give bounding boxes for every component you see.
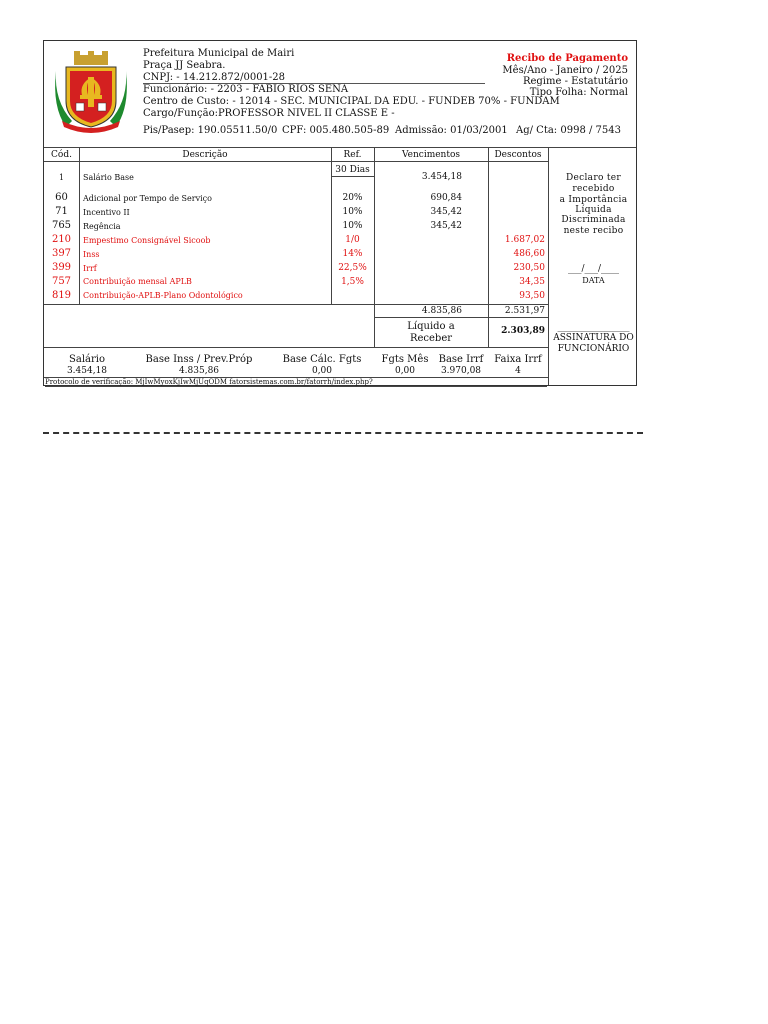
employee-role: Cargo/Função:PROFESSOR NIVEL II CLASSE E - [143,108,395,119]
base-fgts-label: Base Cálc. Fgts [282,354,362,365]
period: Mês/Ano - Janeiro / 2025 [502,65,628,76]
row-deductions: 34,35 [519,277,545,287]
declare-line-6: neste recibo [563,226,624,236]
base-inss-label: Base Inss / Prev.Próp [145,354,253,365]
fgts-month-value: 0,00 [394,366,416,376]
verification-protocol: Protocolo de verificação: MjIwMyoxKjIwMjUqODM fatorsistemas.com.br/fatorrh/index.php? [45,377,547,387]
cost-center: Centro de Custo: - 12014 - SEC. MUNICIPAL DA EDU. - FUNDEB 70% - FUNDAM [143,96,560,107]
payment-receipt [43,40,637,386]
declare-line-3: a Importância [559,195,628,205]
row-ref: 22,5% [338,263,367,273]
row-code: 397 [51,248,72,259]
row-ref: 30 Dias [335,165,370,175]
header-description: Descrição [182,150,228,160]
net-value: 2.303,89 [501,326,545,336]
row-code: 399 [51,262,72,273]
date-label: DATA [582,276,605,285]
row-deductions: 486,60 [513,249,545,259]
base-irrf-label: Base Irrf [438,354,484,365]
pis-pasep: Pis/Pasep: 190.05511.50/0 [143,125,278,136]
sheet-type: Tipo Folha: Normal [529,87,628,98]
declare-line-4: Líquida [575,205,612,215]
row-ref: 20% [342,193,363,203]
row-ref: 10% [342,221,363,231]
base-fgts-value: 0,00 [311,366,333,376]
row-description: Contribuição-APLB-Plano Odontológico [83,291,243,300]
signature-line: ________________ [557,322,630,332]
receipt-title: Recibo de Pagamento [506,53,628,64]
salary-label: Salário [69,354,105,365]
row-ref: 14% [342,249,363,259]
row-deductions: 1.687,02 [504,235,545,245]
org-address: Praça JJ Seabra. [143,60,226,71]
row-code: 210 [51,234,72,245]
row-deductions: 230,50 [513,263,545,273]
row-ref: 1/0 [345,235,360,245]
faixa-irrf-label: Faixa Irrf [494,354,542,365]
row-ref: 10% [342,207,363,217]
row-code: 1 [58,173,65,182]
row-earnings: 345,42 [430,207,462,217]
fgts-month-label: Fgts Mês [381,354,429,365]
header-deductions: Descontos [494,150,542,160]
salary-value: 3.454,18 [66,366,108,376]
row-code: 819 [51,290,72,301]
bank-account: Ag/ Cta: 0998 / 7543 [516,125,621,136]
declare-line-2: recebido [572,184,615,194]
base-irrf-value: 3.970,08 [440,366,482,376]
row-description: Adicional por Tempo de Serviço [83,194,212,203]
cut-line [43,432,643,434]
header-code: Cód. [51,150,72,160]
row-description: Empestimo Consignável Sicoob [83,236,211,245]
row-earnings: 345,42 [430,221,462,231]
coat-of-arms-logo [52,51,130,133]
declare-line-1: Declaro ter [566,173,621,183]
row-code: 757 [51,276,72,287]
row-description: Salário Base [83,173,134,182]
row-earnings: 3.454,18 [421,172,462,182]
row-description: Incentivo II [83,208,130,217]
cpf: CPF: 005.480.505-89 [282,125,390,136]
admission-date: Admissão: 01/03/2001 [395,125,508,136]
row-code: 765 [51,220,72,231]
net-label-1: Líquido a [407,321,455,332]
row-earnings: 690,84 [430,193,462,203]
signature-label-2: FUNCIONÁRIO [557,344,630,354]
signature-label-1: ASSINATURA DO [553,333,634,343]
row-ref: 1,5% [341,277,364,287]
row-code: 71 [55,206,68,217]
net-label-2: Receber [409,333,453,344]
row-description: Regência [83,222,121,231]
regime: Regime - Estatutário [522,76,628,87]
total-earnings: 4.835,86 [421,306,462,316]
total-deductions: 2.531,97 [504,306,545,316]
employee-info: Funcionário: - 2203 - FABIO RIOS SENA [143,84,349,95]
row-code: 60 [55,192,68,203]
row-description: Inss [83,250,100,259]
date-line: ___/___/____ [567,264,620,274]
org-cnpj: CNPJ: - 14.212.872/0001-28 [143,72,485,84]
row-description: Contribuição mensal APLB [83,277,192,286]
header-earnings: Vencimentos [401,150,461,160]
declare-line-5: Discriminada [561,215,626,225]
header-ref: Ref. [343,150,362,160]
base-inss-value: 4.835,86 [178,366,220,376]
faixa-irrf-value: 4 [515,366,521,376]
row-description: Irrf [83,264,97,273]
org-name: Prefeitura Municipal de Mairi [143,48,295,59]
row-deductions: 93,50 [519,291,545,301]
